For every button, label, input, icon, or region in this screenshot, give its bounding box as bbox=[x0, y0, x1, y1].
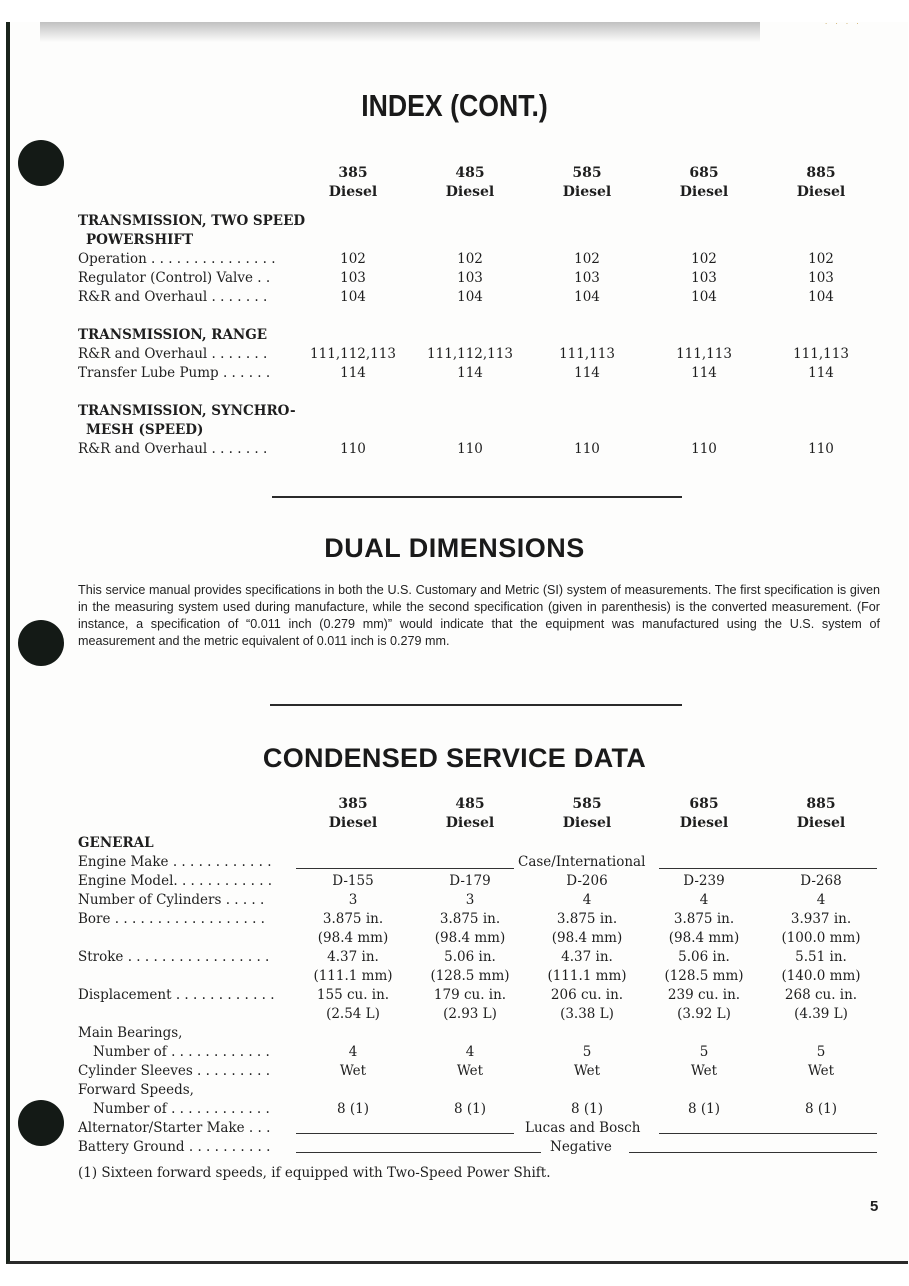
spec-value: 5 bbox=[582, 1044, 592, 1060]
page-ref: 111,113 bbox=[676, 346, 732, 362]
spec-value: D-239 bbox=[683, 873, 725, 889]
page-ref: 102 bbox=[574, 251, 600, 267]
spec-value: 8 (1) bbox=[336, 1101, 369, 1117]
row-label: Engine Model. . . . . . . . . . . . bbox=[78, 873, 273, 889]
spec-metric: (4.39 L) bbox=[794, 1006, 848, 1022]
column-header: 485 Diesel bbox=[445, 796, 495, 831]
column-header: 385 Diesel bbox=[328, 796, 378, 831]
row-label: R&R and Overhaul . . . . . . . bbox=[78, 289, 268, 305]
spec-value: 4 bbox=[816, 892, 826, 908]
page-ref: 102 bbox=[457, 251, 483, 267]
spec-value: 5 bbox=[699, 1044, 709, 1060]
spec-value: 8 (1) bbox=[453, 1101, 486, 1117]
condensed-service-data-title: CONDENSED SERVICE DATA bbox=[262, 743, 647, 773]
dual-dimensions-title: DUAL DIMENSIONS bbox=[324, 533, 585, 563]
section-heading: TRANSMISSION, RANGE bbox=[78, 327, 268, 343]
span-rule bbox=[659, 1133, 877, 1134]
section-heading: TRANSMISSION, SYNCHRO- bbox=[78, 403, 296, 419]
page-ref: 114 bbox=[457, 365, 483, 381]
binder-hole-icon bbox=[18, 1100, 64, 1146]
page-ref: 110 bbox=[340, 441, 366, 457]
spec-metric: (111.1 mm) bbox=[313, 968, 393, 984]
binder-hole-icon bbox=[18, 620, 64, 666]
spec-metric: (98.4 mm) bbox=[668, 930, 740, 946]
page-ref: 104 bbox=[574, 289, 600, 305]
spec-metric: (2.93 L) bbox=[443, 1006, 497, 1022]
spec-value: 4 bbox=[465, 1044, 475, 1060]
page-ref: 110 bbox=[691, 441, 717, 457]
page-ref: 103 bbox=[340, 270, 366, 286]
footnote: (1) Sixteen forward speeds, if equipped with Two-Speed Power Shift. bbox=[78, 1165, 551, 1181]
section-heading: TRANSMISSION, TWO SPEED bbox=[78, 213, 306, 229]
column-header: 685 Diesel bbox=[679, 165, 729, 200]
page-ref: 102 bbox=[691, 251, 717, 267]
spec-metric: (140.0 mm) bbox=[781, 968, 861, 984]
section-heading: GENERAL bbox=[78, 835, 154, 851]
spec-value: 5.51 in. bbox=[795, 949, 847, 965]
span-rule bbox=[296, 1133, 514, 1134]
spec-value: 206 cu. in. bbox=[550, 987, 624, 1003]
page-ref: 111,113 bbox=[793, 346, 849, 362]
page-ref: 103 bbox=[574, 270, 600, 286]
column-header: 885 Diesel bbox=[796, 796, 846, 831]
row-label: Cylinder Sleeves . . . . . . . . . bbox=[78, 1063, 270, 1079]
spec-value: 8 (1) bbox=[570, 1101, 603, 1117]
spec-value: Wet bbox=[690, 1063, 718, 1079]
column-header: 685 Diesel bbox=[679, 796, 729, 831]
spec-value: D-179 bbox=[449, 873, 491, 889]
dual-dimensions-body: This service manual provides specifications in both the U.S. Customary and Metric (SI) system of measurements. The first specification is given in the measuring system used during manufacture, while the second specification (given in parenthesis) is the converted measurement. (For instance, a specification of “0.011 inch (0.279 mm)” would indicate that the equipment was manufactured using the U.S. system of measurement and the metric equivalent of 0.011 inch is 0.279 mm. bbox=[78, 583, 880, 648]
row-label: Number of . . . . . . . . . . . . bbox=[93, 1044, 270, 1060]
column-header: 585 Diesel bbox=[562, 165, 612, 200]
page-ref: 104 bbox=[340, 289, 366, 305]
page-ref: 103 bbox=[457, 270, 483, 286]
row-label: Operation . . . . . . . . . . . . . . . bbox=[78, 251, 276, 267]
spec-value: 8 (1) bbox=[687, 1101, 720, 1117]
row-label: Battery Ground . . . . . . . . . . bbox=[78, 1139, 271, 1155]
page-ref: 111,113 bbox=[559, 346, 615, 362]
scan-shadow bbox=[40, 22, 760, 42]
binder-hole-icon bbox=[18, 140, 64, 186]
spec-metric: (3.92 L) bbox=[677, 1006, 731, 1022]
spec-metric: (128.5 mm) bbox=[664, 968, 744, 984]
spec-value: D-206 bbox=[566, 873, 608, 889]
spec-value: 3.937 in. bbox=[790, 911, 852, 927]
page-ref: 104 bbox=[691, 289, 717, 305]
page-ref: 102 bbox=[808, 251, 834, 267]
section-heading: MESH (SPEED) bbox=[86, 422, 204, 438]
column-header: 885 Diesel bbox=[796, 165, 846, 200]
page-ref: 110 bbox=[808, 441, 834, 457]
spec-value: 5 bbox=[816, 1044, 826, 1060]
row-label: Bore . . . . . . . . . . . . . . . . . . bbox=[78, 911, 265, 927]
page-ref: 110 bbox=[457, 441, 483, 457]
row-label: Main Bearings, bbox=[78, 1025, 183, 1041]
spec-metric: (98.4 mm) bbox=[434, 930, 506, 946]
row-label: R&R and Overhaul . . . . . . . bbox=[78, 346, 268, 362]
spec-value: 3.875 in. bbox=[322, 911, 384, 927]
row-label: Regulator (Control) Valve . . bbox=[78, 270, 271, 286]
span-rule bbox=[659, 868, 877, 869]
column-header: 585 Diesel bbox=[562, 796, 612, 831]
spec-metric: (100.0 mm) bbox=[781, 930, 861, 946]
spec-value: Wet bbox=[573, 1063, 601, 1079]
spec-value: 239 cu. in. bbox=[667, 987, 741, 1003]
page-ref: 110 bbox=[574, 441, 600, 457]
spec-value: 4 bbox=[348, 1044, 358, 1060]
spec-value: Wet bbox=[807, 1063, 835, 1079]
row-label: Alternator/Starter Make . . . bbox=[78, 1120, 271, 1136]
spec-metric: (111.1 mm) bbox=[547, 968, 627, 984]
page-ref: 114 bbox=[808, 365, 834, 381]
spec-value: 5.06 in. bbox=[444, 949, 496, 965]
spec-value: Wet bbox=[339, 1063, 367, 1079]
spec-value: 5.06 in. bbox=[678, 949, 730, 965]
spec-value: 3.875 in. bbox=[439, 911, 501, 927]
spec-value: 4.37 in. bbox=[561, 949, 613, 965]
column-header: 485 Diesel bbox=[445, 165, 495, 200]
spec-metric: (98.4 mm) bbox=[551, 930, 623, 946]
page-ref: 111,112,113 bbox=[427, 346, 513, 362]
page-ref: 103 bbox=[691, 270, 717, 286]
spec-value: Wet bbox=[456, 1063, 484, 1079]
spec-value: D-155 bbox=[332, 873, 374, 889]
scan-speck: · · · · bbox=[825, 20, 862, 28]
page-ref: 111,112,113 bbox=[310, 346, 396, 362]
span-rule bbox=[296, 1152, 541, 1153]
alternator-value: Lucas and Bosch bbox=[525, 1120, 641, 1136]
span-rule bbox=[296, 868, 514, 869]
spec-value: 179 cu. in. bbox=[433, 987, 507, 1003]
section-divider bbox=[272, 496, 682, 498]
page-ref: 104 bbox=[808, 289, 834, 305]
section-divider bbox=[270, 704, 682, 706]
index-title: INDEX (CONT.) bbox=[361, 88, 548, 123]
spec-value: 8 (1) bbox=[804, 1101, 837, 1117]
spec-value: 4 bbox=[582, 892, 592, 908]
row-label: Number of Cylinders . . . . . bbox=[78, 892, 265, 908]
page-number: 5 bbox=[870, 1198, 879, 1215]
page-ref: 103 bbox=[808, 270, 834, 286]
row-label: Forward Speeds, bbox=[78, 1082, 194, 1098]
engine-make-value: Case/International bbox=[518, 854, 646, 870]
spec-value: 268 cu. in. bbox=[784, 987, 858, 1003]
page-ref: 114 bbox=[691, 365, 717, 381]
page-ref: 104 bbox=[457, 289, 483, 305]
row-label: Engine Make . . . . . . . . . . . . bbox=[78, 854, 272, 870]
column-header: 385 Diesel bbox=[328, 165, 378, 200]
page-ref: 114 bbox=[574, 365, 600, 381]
row-label: Displacement . . . . . . . . . . . . bbox=[78, 987, 275, 1003]
spec-value: 3 bbox=[465, 892, 475, 908]
spec-value: D-268 bbox=[800, 873, 842, 889]
span-rule bbox=[629, 1152, 877, 1153]
spec-value: 4.37 in. bbox=[327, 949, 379, 965]
row-label: Stroke . . . . . . . . . . . . . . . . . bbox=[78, 949, 270, 965]
section-heading: POWERSHIFT bbox=[86, 232, 194, 248]
spec-metric: (3.38 L) bbox=[560, 1006, 614, 1022]
battery-ground-value: Negative bbox=[550, 1139, 612, 1155]
page-ref: 114 bbox=[340, 365, 366, 381]
spec-value: 4 bbox=[699, 892, 709, 908]
spec-value: 155 cu. in. bbox=[316, 987, 390, 1003]
spec-metric: (2.54 L) bbox=[326, 1006, 380, 1022]
spec-metric: (128.5 mm) bbox=[430, 968, 510, 984]
row-label: Number of . . . . . . . . . . . . bbox=[93, 1101, 270, 1117]
spec-value: 3.875 in. bbox=[556, 911, 618, 927]
spec-value: 3 bbox=[348, 892, 358, 908]
row-label: Transfer Lube Pump . . . . . . bbox=[78, 365, 271, 381]
spec-metric: (98.4 mm) bbox=[317, 930, 389, 946]
spec-value: 3.875 in. bbox=[673, 911, 735, 927]
page-ref: 102 bbox=[340, 251, 366, 267]
row-label: R&R and Overhaul . . . . . . . bbox=[78, 441, 268, 457]
